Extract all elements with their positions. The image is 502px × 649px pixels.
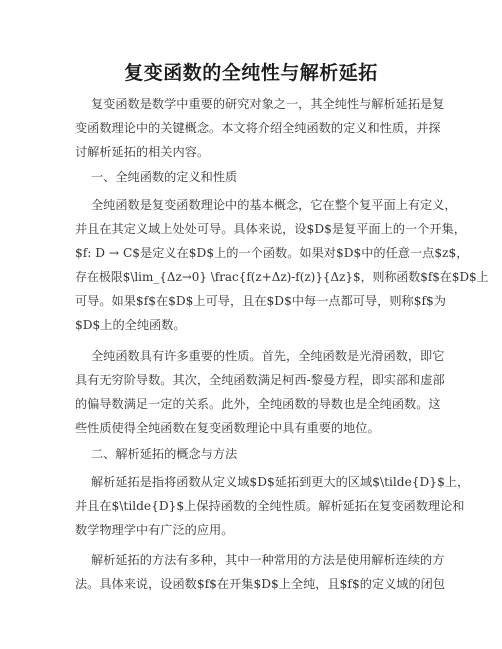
s1-p1-line-5: 可导。如果$f$在$D$上可导，且在$D$中每一点都可导，则称$f$为 — [75, 294, 446, 308]
section-heading-2: 二、解析延拓的概念与方法 — [91, 447, 238, 461]
s2-p1-line-3: 数学物理学中有广泛的应用。 — [75, 523, 234, 537]
s2-p1-line-2: 并且在$\tilde{D}$上保持函数的全纯性质。解析延拓在复变函数理论和 — [75, 499, 465, 513]
s2-p2-line-1: 解析延拓的方法有多种，其中一种常用的方法是使用解析连续的方 — [91, 553, 445, 567]
s1-p1-line-6: $D$上的全纯函数。 — [75, 318, 186, 332]
s1-p1-line-1: 全纯函数是复变函数理论中的基本概念，它在整个复平面上有定义， — [91, 198, 457, 212]
s2-p2-line-2: 法。具体来说，设函数$f$在开集$D$上全纯，且$f$的定义域的闭包 — [75, 577, 446, 591]
s1-p2-line-1: 全纯函数具有许多重要的性质。首先，全纯函数是光滑函数，即它 — [91, 349, 445, 363]
s1-p1-line-2: 并且在其定义域上处处可导。具体来说，设$D$是复平面上的一个开集， — [75, 222, 466, 236]
s1-p2-line-2: 具有无穷阶导数。其次，全纯函数满足柯西-黎曼方程，即实部和虚部 — [75, 373, 445, 387]
s1-p2-line-4: 些性质使得全纯函数在复变函数理论中具有重要的地位。 — [75, 421, 380, 435]
document-title: 复变函数的全纯性与解析延拓 — [124, 62, 378, 84]
s1-p1-line-4: 存在极限$\lim_{Δz→0} \frac{f(z+Δz)-f(z)}{Δz}$，则称函数$f$在$D$上 — [75, 270, 489, 284]
intro-line-2: 变函数理论中的关键概念。本文将介绍全纯函数的定义和性质，并探 — [75, 121, 441, 135]
s1-p2-line-3: 的偏导数满足一定的关系。此外，全纯函数的导数也是全纯函数。这 — [75, 397, 441, 411]
intro-line-1: 复变函数是数学中重要的研究对象之一，其全纯性与解析延拓是复 — [91, 97, 445, 111]
s2-p1-line-1: 解析延拓是指将函数从定义域$D$延拓到更大的区域$\tilde{D}$上， — [91, 475, 470, 489]
intro-line-3: 讨解析延拓的相关内容。 — [75, 145, 210, 159]
s1-p1-line-3: $f: D → C$是定义在$D$上的一个函数。如果对$D$中的任意一点$z$， — [75, 246, 469, 260]
section-heading-1: 一、全纯函数的定义和性质 — [91, 170, 238, 184]
